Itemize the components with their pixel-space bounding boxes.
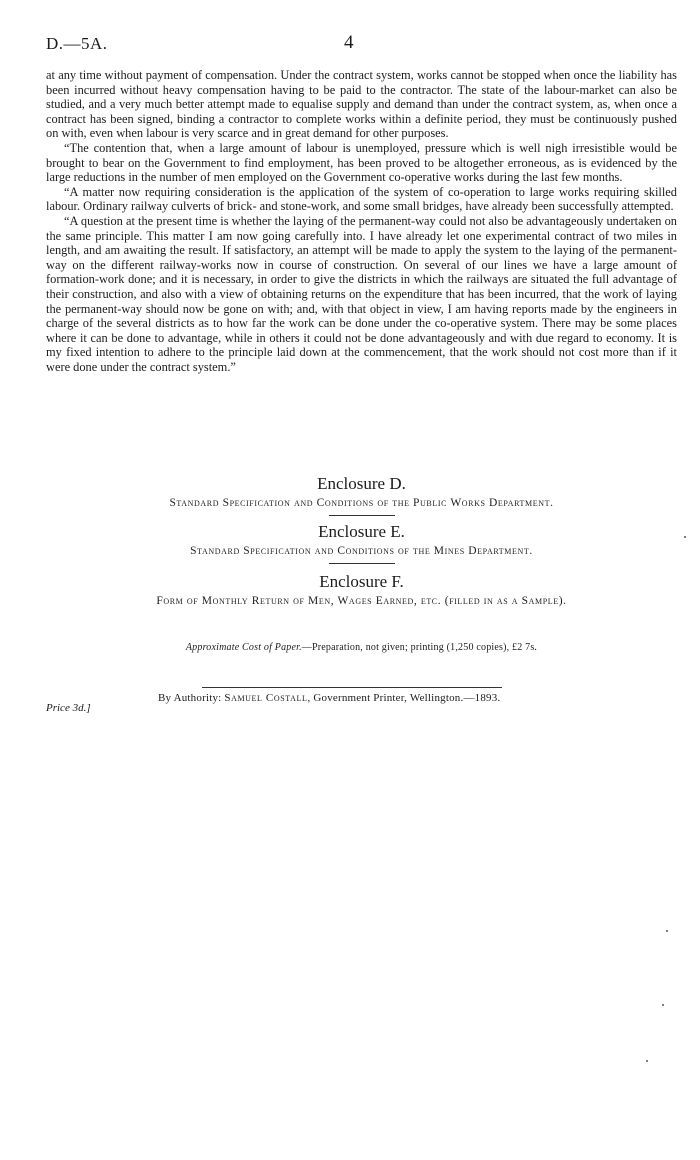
cost-label: Approximate Cost of Paper.	[185, 642, 302, 653]
enclosure-title: Standard Specification and Conditions of the Public Works Department.	[169, 497, 554, 509]
cost-text: —Preparation, not given; printing (1,250 copies), £2 7s.	[301, 642, 538, 653]
paper-speck	[666, 930, 668, 932]
paper-speck	[684, 536, 686, 538]
paragraph: “The contention that, when a large amount of labour is unemployed, pressure which is well nigh irresistible would be brought to bear on the Government to find employment, has been proved to be altogether erroneous, as is evidenced by the large reductions in the number of men employed on the Government co-operative works during the last few months.	[46, 140, 677, 185]
imprint-prefix: By Authority:	[158, 692, 225, 704]
divider	[202, 687, 502, 688]
enclosure-title: Standard Specification and Conditions of the Mines Department.	[190, 545, 533, 557]
page-header	[46, 34, 676, 54]
document-reference: D.—5A.	[46, 34, 108, 53]
enclosure-heading: Enclosure E.	[318, 522, 405, 541]
cost-of-paper	[46, 642, 677, 653]
enclosure-d	[46, 474, 677, 516]
enclosure-title: Form of Monthly Return of Men, Wages Earned, etc. (filled in as a Sample).	[156, 595, 567, 607]
paper-speck	[646, 1060, 648, 1062]
paragraph: at any time without payment of compensation. Under the contract system, works cannot be stopped when once the liability has been incurred without heavy compensation having to be paid to the contractor. The state of the labour-market can also be studied, and a very much better attempt made to equalise supply and demand than under the contract system, as, when once a contract has been signed, binding a contractor to complete works within a definite period, they must be continuously pushed on with, even when labour is very scarce and in great demand for other purposes.	[46, 68, 677, 141]
enclosure-f	[46, 572, 677, 607]
printer-name: Samuel Costall	[224, 692, 308, 704]
enclosure-e	[46, 522, 677, 564]
body-text	[46, 68, 677, 374]
enclosure-heading: Enclosure D.	[317, 474, 406, 493]
enclosure-heading: Enclosure F.	[319, 572, 404, 591]
page-number: 4	[344, 32, 354, 53]
divider	[329, 563, 395, 564]
price-note: Price 3d.]	[46, 702, 91, 714]
paragraph: “A question at the present time is whether the laying of the permanent-way could not also be advantageously undertaken on the same principle. This matter I am now going carefully into. I have already let one experimental contract of two miles in length, and am awaiting the result. If satisfactory, an attempt will be made to apply the system to the laying of the permanent-way on the different railway-works now in course of construction. On several of our lines we have a large amount of formation-work done; and it is necessary, in order to give the districts in which the railways are situated the full advantage of their construction, and also with a view of obtaining returns on the expenditure that has been incurred, that the work of laying the permanent-way should now be gone on with; and, with that object in view, I am having reports made by the engineers in charge of the several districts as to how far the work can be done under the co-operative system. There may be some places where it can be done to advantage, while in others it could not be done advantageously and with due regard to economy. It is my fixed intention to adhere to the principle laid down at the commencement, that the work should not cost more than if it were done under the contract system.”	[46, 213, 677, 374]
imprint-suffix: , Government Printer, Wellington.—1893.	[307, 692, 501, 704]
printer-imprint	[158, 692, 500, 704]
paper-speck	[662, 1004, 664, 1006]
paragraph: “A matter now requiring consideration is the application of the system of co-operation to large works requiring skilled labour. Ordinary railway culverts of brick- and stone-work, and some small bridges, have already been successfully attempted.	[46, 184, 677, 214]
divider	[329, 515, 395, 516]
